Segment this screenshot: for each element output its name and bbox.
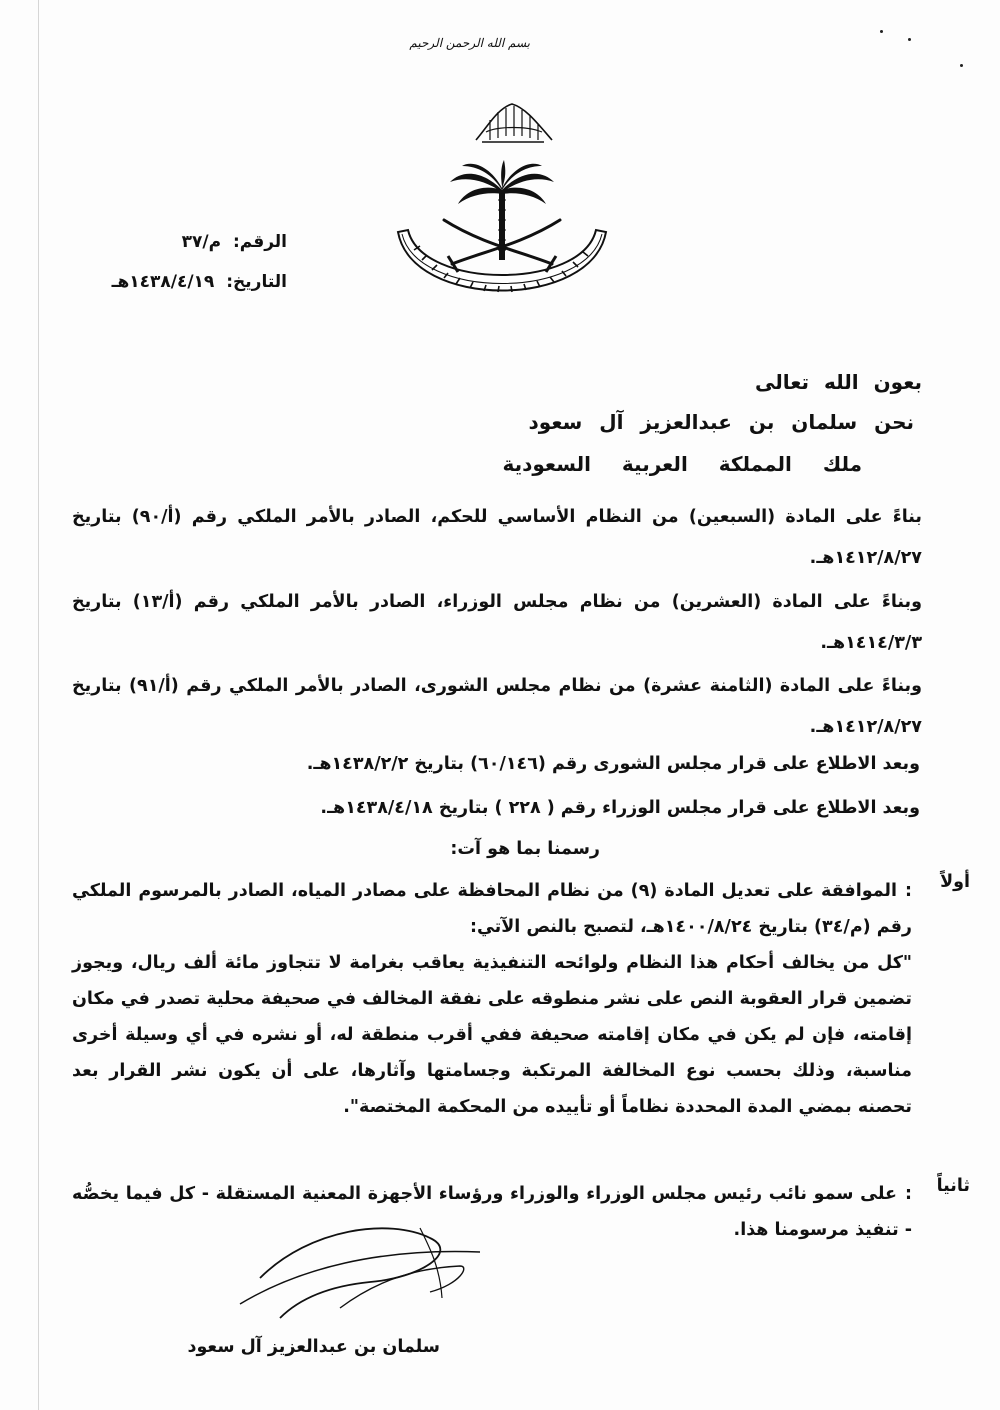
basmala: بسم الله الرحمن الرحيم <box>409 36 530 50</box>
preamble-paragraph: وبناءً على المادة (الثامنة عشرة) من نظام مجلس الشورى، الصادر بالأمر الملكي رقم (أ/٩١) بتاريخ ١٤١٢/٨/٢٧هـ. <box>72 676 922 737</box>
reference-number <box>182 232 287 252</box>
king-name-line: نحن سلمان بن عبدالعزيز آل سعود <box>528 410 914 434</box>
signatory-name: سلمان بن عبدالعزيز آل سعود <box>187 1337 440 1357</box>
clause-body <box>72 873 912 1125</box>
reference-date-value: ١٤٣٨/٤/١٩هـ <box>111 272 215 292</box>
reference-date-label: التاريخ: <box>226 272 287 292</box>
invocation-line: بعون الله تعالى <box>754 370 922 394</box>
clause-colon: : <box>905 881 912 901</box>
clause-label: أولاً <box>940 872 970 892</box>
decree-heading: رسمنا بما هو آت: <box>450 839 600 859</box>
king-title-line: ملك المملكة العربية السعودية <box>502 452 862 476</box>
reference-number-label: الرقم: <box>232 232 287 252</box>
clause-label: ثانياً <box>936 1176 970 1196</box>
handwritten-signature <box>220 1208 520 1328</box>
preamble-paragraph: وبعد الاطلاع على قرار مجلس الشورى رقم (٦٠/١٤٦) بتاريخ ١٤٣٨/٢/٢هـ. <box>306 754 920 774</box>
clause-text: على سمو نائب رئيس مجلس الوزراء والوزراء ورؤساء الأجهزة المعنية المستقلة - كل فيما يخصُّه - تنفيذ مرسومنا هذا. <box>72 1184 912 1240</box>
saudi-emblem <box>392 160 612 335</box>
preamble-paragraph: وبناءً على المادة (العشرين) من نظام مجلس الوزراء، الصادر بالأمر الملكي رقم (أ/١٣) بتاريخ ١٤١٤/٣/٣هـ. <box>72 592 922 653</box>
preamble-paragraph: بناءً على المادة (السبعين) من النظام الأساسي للحكم، الصادر بالأمر الملكي رقم (أ/٩٠) بتاريخ ١٤١٢/٨/٢٧هـ. <box>72 507 923 568</box>
shahada-calligraphy <box>468 96 558 148</box>
reference-number-value: م/٣٧ <box>181 232 222 252</box>
clause-text: الموافقة على تعديل المادة (٩) من نظام المحافظة على مصادر المياه، الصادر بالمرسوم الملكي رقم (م/٣٤) بتاريخ ١٤٠٠/٨/٢٤هـ، لتصبح بالنص الآتي: <box>72 881 912 937</box>
preamble-paragraph: وبعد الاطلاع على قرار مجلس الوزراء رقم ( ٢٢٨ ) بتاريخ ١٤٣٨/٤/١٨هـ. <box>320 798 920 818</box>
reference-date <box>112 272 287 292</box>
amended-article-quote: "كل من يخالف أحكام هذا النظام ولوائحه التنفيذية يعاقب بغرامة لا تتجاوز مائة ألف ريال، ويجوز تضمين قرار العقوبة النص على نشر منطوقه على نفقة المخالف في صحيفة محلية تصدر في مكان إقامته، فإن لم يكن في مكان إقامته صحيفة ففي أقرب منطقة له، أو نشره في أي وسيلة أخرى مناسبة، وذلك بحسب نوع المخالفة المرتكبة وجسامتها وآثارها، على أن يكون نشر القرار بعد تحصنه بمضي المدة المحددة نظاماً أو تأييده من المحكمة المختصة". <box>72 953 912 1117</box>
clause-colon: : <box>905 1184 912 1204</box>
